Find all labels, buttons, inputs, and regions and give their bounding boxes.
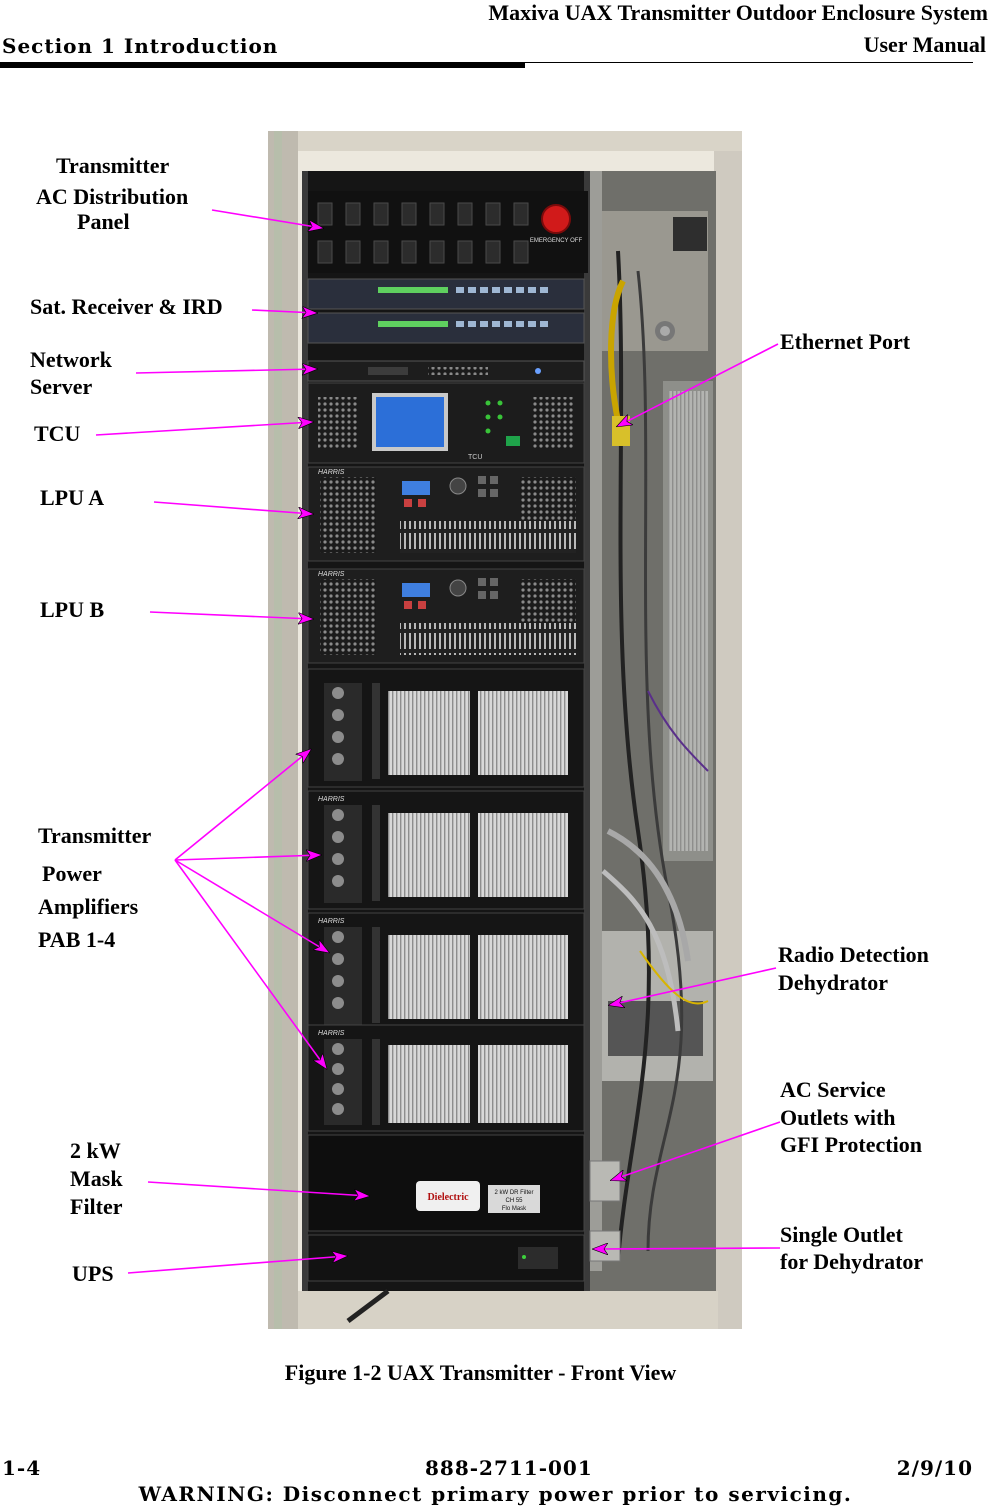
pa-2 (308, 791, 584, 909)
label-filter-2kw: 2 kW (70, 1138, 121, 1163)
label-server: Server (30, 374, 93, 399)
harris-brand-1: HARRIS (318, 469, 345, 476)
filter-tag-3: Flo Mask (501, 1206, 527, 1212)
harris-brand-2: HARRIS (318, 571, 345, 578)
label-pa-transmitter: Transmitter (38, 823, 152, 848)
label-pa-amplifiers: Amplifiers (38, 894, 139, 919)
figure-caption-wrap (0, 1360, 991, 1386)
label-network: Network (30, 347, 112, 372)
harris-brand-3: HARRIS (318, 796, 345, 803)
warning-text: WARNING: Disconnect primary power prior to servicing. (138, 1482, 853, 1506)
label-tcu: TCU (34, 421, 81, 446)
doc-number: 888-2711-001 (425, 1456, 593, 1480)
pa-4 (308, 1025, 584, 1131)
label-gfi-protection: GFI Protection (780, 1132, 922, 1157)
label-filter-filter: Filter (70, 1194, 123, 1219)
header-rule-thick (0, 62, 525, 68)
transmitter-rack-photo (268, 131, 742, 1329)
harris-brand-5: HARRIS (318, 1030, 345, 1037)
page-number: 1-4 (2, 1456, 42, 1480)
label-single-outlet: Single Outlet (780, 1222, 903, 1247)
filter-tag-2: CH 55 (505, 1198, 523, 1204)
filter-tag-1: 2 kW DR Filter (494, 1190, 534, 1196)
section-heading: Section 1 Introduction (2, 34, 279, 58)
emergency-off-text: EMERGENCY OFF (529, 238, 583, 244)
label-ac-dist-transmitter: Transmitter (56, 153, 170, 178)
pa-1 (308, 669, 584, 787)
label-lpu-a: LPU A (40, 485, 105, 510)
tcu-photo-text: TCU (468, 454, 483, 461)
label-sat-receiver: Sat. Receiver & IRD (30, 294, 223, 319)
label-ac-dist-panel: Panel (77, 209, 130, 234)
label-filter-mask: Mask (70, 1166, 123, 1191)
label-outlets-with: Outlets with (780, 1105, 896, 1130)
label-ethernet-port: Ethernet Port (780, 329, 911, 354)
label-pa-pab: PAB 1-4 (38, 927, 116, 952)
label-ac-dist-distribution: AC Distribution (36, 184, 189, 209)
pa-3 (308, 913, 584, 1031)
label-ups: UPS (72, 1261, 114, 1286)
document-title: Maxiva UAX Transmitter Outdoor Enclosure System (488, 0, 988, 25)
doc-date: 2/9/10 (896, 1456, 973, 1480)
label-radio-detection: Radio Detection (778, 942, 929, 967)
label-pa-power: Power (42, 861, 102, 886)
label-ac-service: AC Service (780, 1077, 886, 1102)
header-rule-thin (525, 62, 973, 63)
dielectric-logo: Dielectric (427, 1192, 469, 1203)
manual-label: User Manual (863, 32, 986, 57)
label-for-dehydrator: for Dehydrator (780, 1249, 924, 1274)
label-lpu-b: LPU B (40, 597, 105, 622)
harris-brand-4: HARRIS (318, 918, 345, 925)
figure-caption: Figure 1-2 UAX Transmitter - Front View (284, 1360, 677, 1385)
label-dehydrator: Dehydrator (778, 970, 888, 995)
